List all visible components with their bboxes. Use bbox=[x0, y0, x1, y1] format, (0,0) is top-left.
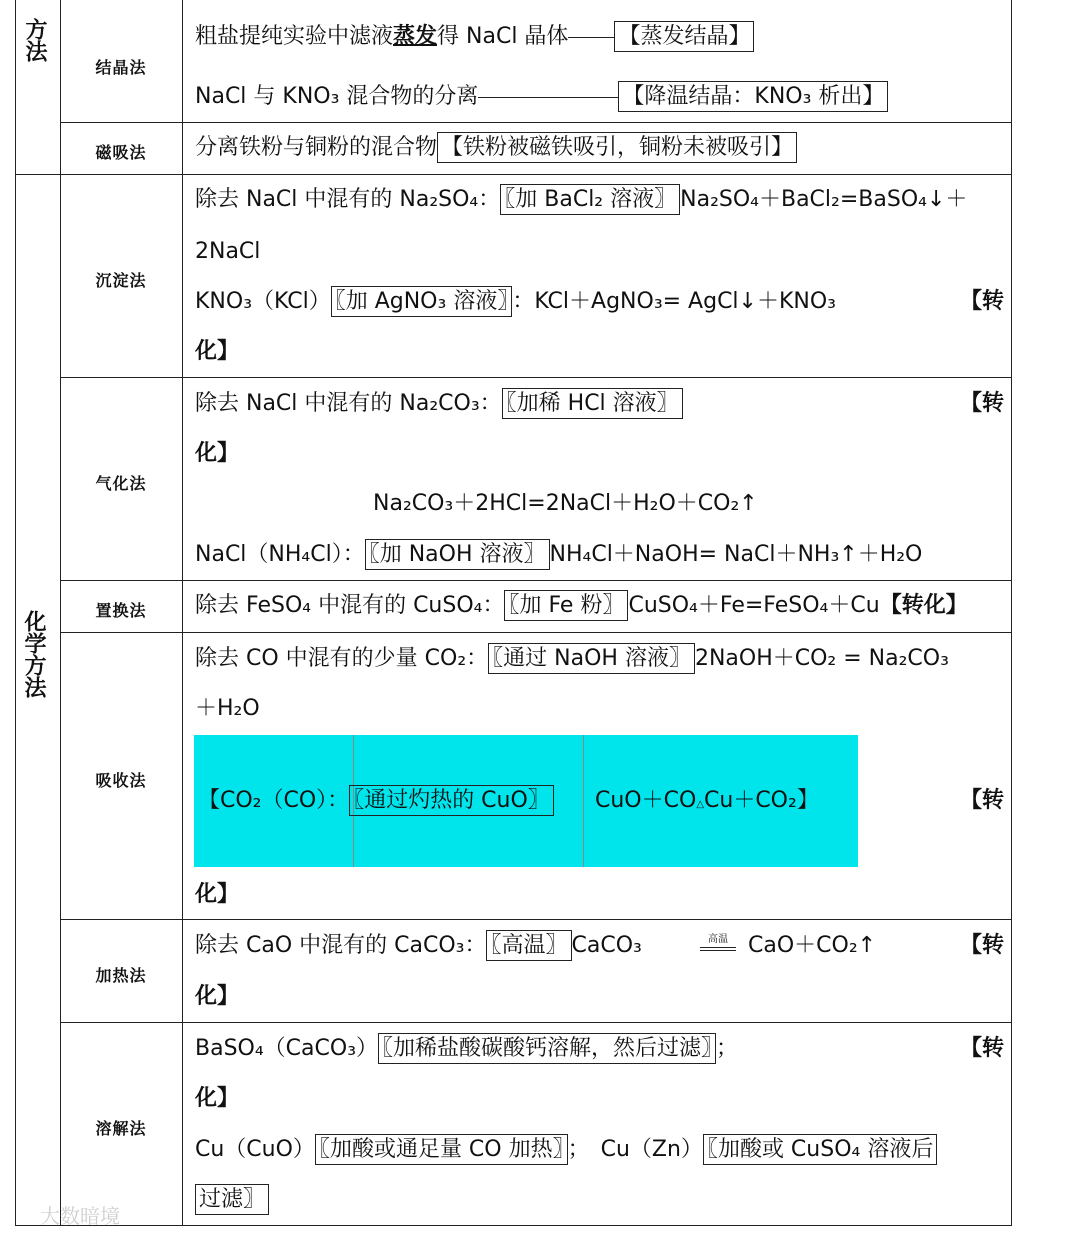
heat-tag-end: 化】 bbox=[195, 984, 240, 1009]
gas-line-4: NaCl（NH₄Cl）： 〖加 NaOH 溶液〗 NH₄Cl＋NaOH= NaCl＋NH₃↑＋H₂O bbox=[195, 544, 922, 566]
dissolve-tag-end: 化】 bbox=[195, 1086, 240, 1111]
connector-line bbox=[478, 97, 618, 98]
precip-line-1: 除去 NaCl 中混有的 Na₂SO₄： 〖加 BaCl₂ 溶液〗 Na₂SO₄＋BaCl₂=BaSO₄↓＋ bbox=[195, 189, 967, 211]
category-divider bbox=[15, 174, 1012, 175]
magnet-line: 分离铁粉与铜粉的混合物 【铁粉被磁铁吸引，铜粉未被吸引】 bbox=[195, 137, 797, 159]
row-divider bbox=[60, 122, 1012, 123]
method-precip: 沉淀法 bbox=[95, 271, 147, 290]
method-magnet: 磁吸法 bbox=[95, 143, 147, 162]
dissolve-answer-box-1: 〖加稀盐酸碳酸钙溶解，然后过滤〗 bbox=[378, 1033, 716, 1064]
heat-condition: 高温 bbox=[700, 930, 736, 951]
heat-line-1: 除去 CaO 中混有的 CaCO₃： 〖高温〗 CaCO₃ bbox=[195, 935, 642, 957]
crystal-answer-box-1: 【蒸发结晶】 bbox=[614, 21, 754, 52]
replace-tag: 【转化】 bbox=[879, 593, 968, 618]
row-divider bbox=[60, 580, 1012, 581]
replace-answer-box: 〖加 Fe 粉〗 bbox=[504, 590, 628, 621]
method-crystal: 结晶法 bbox=[95, 58, 147, 77]
heat-condition-symbol: △ bbox=[696, 799, 705, 810]
absorb-highlight-equation: CuO＋CO△Cu＋CO₂】 bbox=[595, 788, 819, 813]
method-dissolve: 溶解法 bbox=[95, 1119, 147, 1138]
dissolve-line-4 bbox=[195, 1189, 269, 1211]
dissolve-line-3: Cu（CuO） 〖加酸或通足量 CO 加热〗 ； Cu（Zn） 〖加酸或 CuSO₄ 溶液后 bbox=[195, 1139, 937, 1161]
absorb-line-1: 除去 CO 中混有的少量 CO₂： 〖通过 NaOH 溶液〗 2NaOH＋CO₂ = Na₂CO₃ bbox=[195, 648, 949, 670]
heat-answer-box: 〖高温〗 bbox=[486, 930, 571, 961]
dissolve-line-1: BaSO₄（CaCO₃） 〖加稀盐酸碳酸钙溶解，然后过滤〗 ； bbox=[195, 1038, 738, 1060]
category-chemical: 化学方法 bbox=[21, 610, 46, 698]
category-physical: 方法 bbox=[22, 18, 47, 62]
row-divider bbox=[60, 377, 1012, 378]
row-divider bbox=[60, 1022, 1012, 1023]
gas-answer-box-1: 〖加稀 HCl 溶液〗 bbox=[502, 388, 683, 419]
absorb-answer-box-2: 〖通过灼热的 CuO〗 bbox=[349, 785, 554, 816]
method-gas: 气化法 bbox=[95, 474, 147, 493]
replace-line: 除去 FeSO₄ 中混有的 CuSO₄： 〖加 Fe 粉〗 CuSO₄＋Fe=FeSO₄＋Cu【转化】 bbox=[195, 595, 968, 617]
heat-tag-right: 【转 bbox=[960, 933, 1005, 958]
method-column-divider bbox=[182, 0, 183, 1226]
evaporate-emphasis: 蒸发 bbox=[393, 24, 438, 49]
gas-tag-end: 化】 bbox=[195, 441, 240, 466]
gas-line-1: 除去 NaCl 中混有的 Na₂CO₃： 〖加稀 HCl 溶液〗 bbox=[195, 393, 683, 415]
gas-equation: Na₂CO₃＋2HCl=2NaCl＋H₂O＋CO₂↑ bbox=[373, 491, 758, 516]
absorb-highlight-text: 【CO₂（CO）： 〖通过灼热的 CuO〗 bbox=[198, 790, 554, 812]
precip-answer-box-1: 〖加 BaCl₂ 溶液〗 bbox=[500, 184, 680, 215]
absorb-answer-box-1: 〖通过 NaOH 溶液〗 bbox=[488, 643, 695, 674]
method-absorb: 吸收法 bbox=[95, 771, 147, 790]
precip-line-2: 2NaCl bbox=[195, 239, 261, 264]
precip-tag-end: 化】 bbox=[195, 339, 240, 364]
method-replace: 置换法 bbox=[95, 601, 147, 620]
gas-answer-box-2: 〖加 NaOH 溶液〗 bbox=[365, 539, 550, 570]
method-heat: 加热法 bbox=[95, 966, 147, 985]
absorb-tag-end: 化】 bbox=[195, 882, 240, 907]
crystal-line-2: NaCl 与 KNO₃ 混合物的分离 【降温结晶：KNO₃ 析出】 bbox=[195, 86, 888, 108]
crystal-line-1: 粗盐提纯实验中滤液蒸发得 NaCl 晶体 【蒸发结晶】 bbox=[195, 26, 754, 48]
precip-answer-box-2: 〖加 AgNO₃ 溶液〗 bbox=[331, 286, 513, 317]
dissolve-answer-box-3: 〖加酸或 CuSO₄ 溶液后 bbox=[703, 1134, 937, 1165]
connector-line bbox=[568, 37, 614, 38]
absorb-tag-right: 【转 bbox=[960, 788, 1005, 813]
crystal-answer-box-2: 【降温结晶：KNO₃ 析出】 bbox=[618, 81, 888, 112]
table-right-border bbox=[1011, 0, 1012, 1226]
table-bottom-border bbox=[15, 1225, 1012, 1226]
absorb-line-2: ＋H₂O bbox=[195, 696, 260, 721]
heat-equation-right: CaO＋CO₂↑ bbox=[748, 933, 877, 958]
row-divider bbox=[60, 919, 1012, 920]
row-divider bbox=[60, 632, 1012, 633]
dissolve-answer-box-2: 〖加酸或通足量 CO 加热〗 bbox=[315, 1134, 568, 1165]
watermark: 大数暗境 bbox=[40, 1204, 120, 1228]
dissolve-tag-right: 【转 bbox=[960, 1036, 1005, 1061]
gas-tag-right: 【转 bbox=[960, 391, 1005, 416]
precip-tag-right: 【转 bbox=[960, 289, 1005, 314]
dissolve-answer-box-3-cont: 过滤〗 bbox=[195, 1184, 269, 1215]
highlight-cell-divider bbox=[583, 735, 584, 867]
precip-line-3: KNO₃（KCl） 〖加 AgNO₃ 溶液〗 ：KCl＋AgNO₃= AgCl↓＋KNO₃ bbox=[195, 291, 836, 313]
magnet-answer-box: 【铁粉被磁铁吸引，铜粉未被吸引】 bbox=[437, 132, 797, 163]
